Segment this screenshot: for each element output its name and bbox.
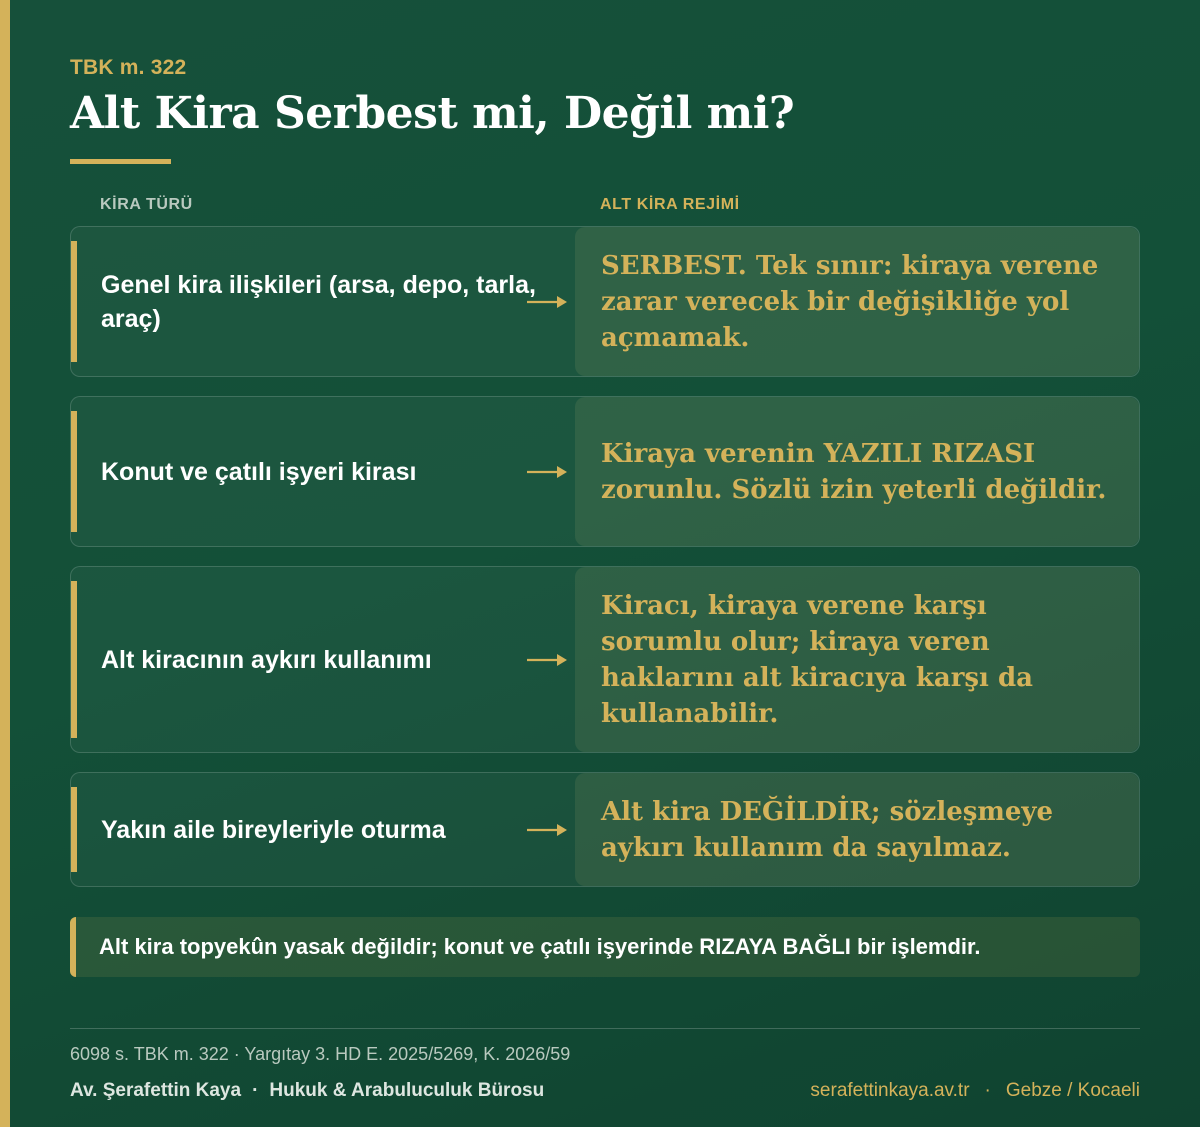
table-row <box>70 772 1140 887</box>
row-kira-turu: Genel kira ilişkileri (arsa, depo, tarla, araç) <box>101 270 536 333</box>
arrow-right-icon <box>527 465 567 479</box>
column-header-alt-kira-rejimi: ALT KİRA REJİMİ <box>600 196 740 213</box>
page-title: Alt Kira Serbest mi, Değil mi? <box>70 88 795 139</box>
row-regime-text: SERBEST. Tek sınır: kiraya verene zarar verecek bir değişikliğe yol açmamak. <box>601 250 1099 353</box>
website-link[interactable]: serafettinkaya.av.tr <box>810 1080 970 1101</box>
row-accent-bar <box>71 411 77 532</box>
footer-divider <box>70 1028 1140 1029</box>
firm-name: Hukuk & Arabuluculuk Bürosu <box>269 1080 545 1101</box>
summary-note-text: Alt kira topyekûn yasak değildir; konut ve çatılı işyerinde RIZAYA BAĞLI bir işlemdir. <box>99 934 981 959</box>
left-accent-bar <box>0 0 10 1127</box>
row-accent-bar <box>71 787 77 872</box>
eyebrow-label: TBK m. 322 <box>70 56 187 79</box>
contact-separator: · <box>984 1080 991 1101</box>
row-regime-panel <box>575 397 1139 546</box>
author-name: Av. Şerafettin Kaya <box>70 1080 242 1101</box>
signature-separator: · <box>252 1080 259 1101</box>
arrow-right-icon <box>527 295 567 309</box>
row-accent-bar <box>71 581 77 738</box>
row-regime-panel <box>575 227 1139 376</box>
row-kira-turu: Yakın aile bireyleriyle oturma <box>101 815 446 844</box>
arrow-right-icon <box>527 823 567 837</box>
location-text: Gebze / Kocaeli <box>1005 1080 1140 1101</box>
row-regime-panel <box>575 773 1139 886</box>
table-row <box>70 396 1140 547</box>
row-regime-text: Kiracı, kiraya verene karşı sorumlu olur; kiraya veren haklarını alt kiracıya karşı da kullanabilir. <box>601 590 1033 729</box>
arrow-right-icon <box>527 653 567 667</box>
row-kira-turu: Konut ve çatılı işyeri kirası <box>101 457 417 486</box>
author-signature <box>70 1080 544 1102</box>
source-citation: 6098 s. TBK m. 322 · Yargıtay 3. HD E. 2025/5269, K. 2026/59 <box>70 1044 571 1064</box>
table-row <box>70 566 1140 753</box>
row-kira-turu: Alt kiracının aykırı kullanımı <box>101 645 432 674</box>
row-regime-text: Alt kira DEĞİLDİR; sözleşmeye aykırı kullanım da sayılmaz. <box>601 796 1054 863</box>
summary-note <box>70 917 1140 977</box>
contact-info <box>810 1080 1140 1102</box>
row-accent-bar <box>71 241 77 362</box>
row-regime-panel <box>575 567 1139 752</box>
column-header-kira-turu: KİRA TÜRÜ <box>100 196 193 213</box>
title-underline <box>70 159 171 164</box>
note-accent-bar <box>70 917 76 977</box>
table-row <box>70 226 1140 377</box>
row-regime-text: Kiraya verenin YAZILI RIZASI zorunlu. Sözlü izin yeterli değildir. <box>601 438 1107 505</box>
